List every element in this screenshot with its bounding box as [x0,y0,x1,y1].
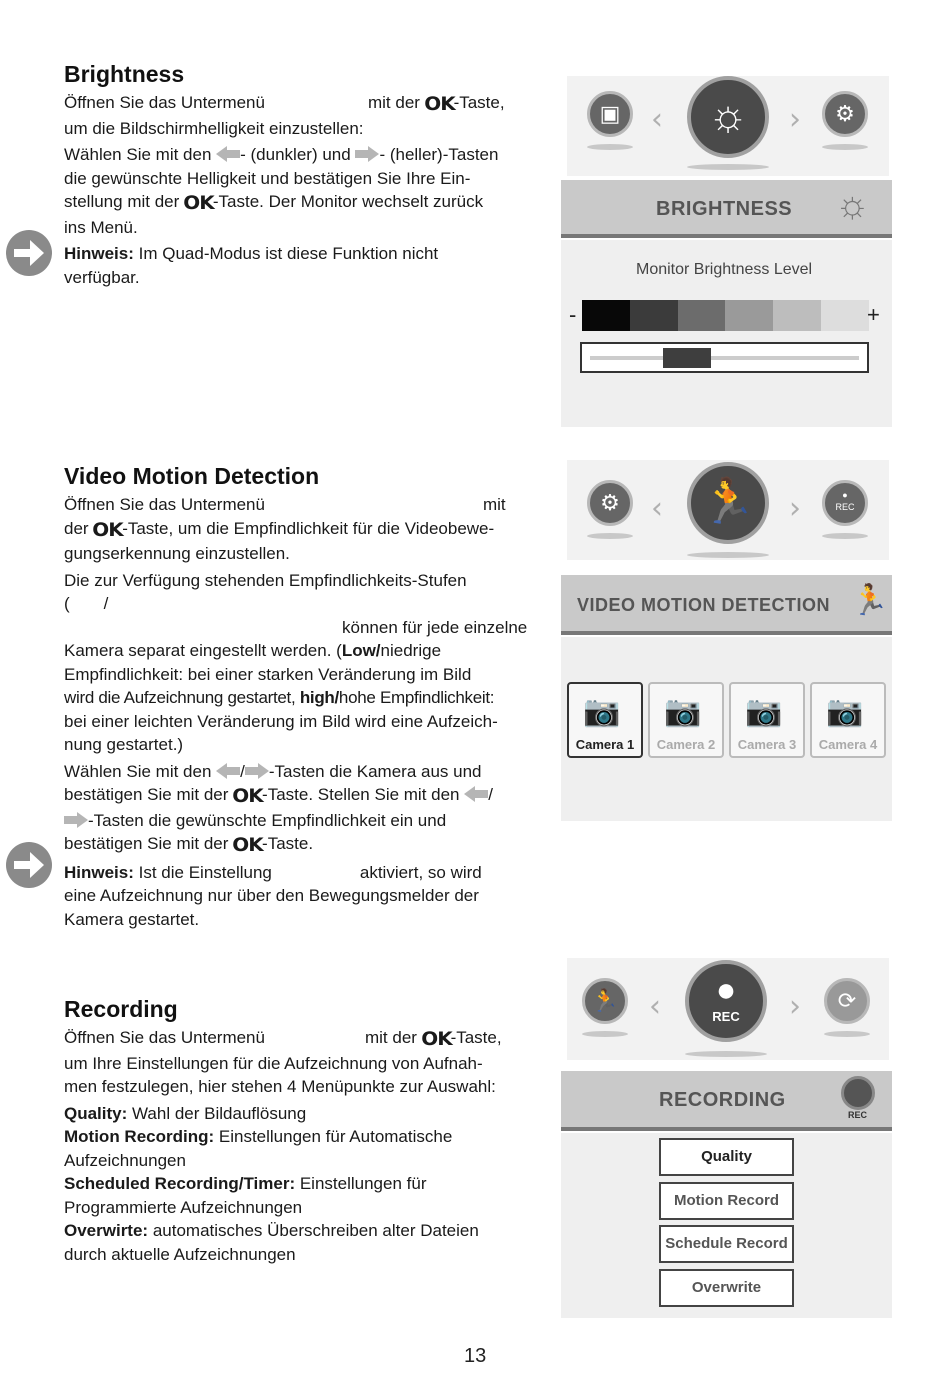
recording-title-bar: RECORDING REC [561,1071,892,1131]
brightness-panel [561,240,892,427]
vmd-heading: Video Motion Detection [64,463,320,489]
cycle-icon: ⟳ [824,978,870,1024]
menu-schedule-record[interactable]: Schedule Record [659,1225,794,1263]
ok-key-icon: OK [232,834,263,856]
left-key-icon [216,761,240,780]
brightness-level-label: Monitor Brightness Level [636,261,813,278]
left-key-icon [216,144,240,163]
minus-label: - [569,302,577,327]
camera-2-tile[interactable]: 📷 Camera 2 [648,682,724,758]
camera-4-tile[interactable]: 📷 Camera 4 [810,682,886,758]
right-key-icon [355,144,379,163]
right-key-icon [64,810,88,829]
chevron-right-icon: › [789,102,801,137]
ok-key-icon: OK [420,1028,452,1050]
motion-runner-icon: 🏃 [851,584,889,617]
plus-label: + [867,302,880,327]
chevron-left-icon: ‹ [651,102,663,137]
page-number: 13 [464,1345,487,1367]
vmd-carousel [567,460,889,560]
ok-key-icon: OK [92,518,123,541]
camera-icon: 📷 [664,695,702,728]
sun-icon: ☼ [835,184,870,226]
vmd-body: Öffnen Sie das Untermenü mit der OK-Taste, um die Empfindlichkeit für die Videobewe- gungserkennung einzustellen. Die zur Verfügung stehenden Empfindlichkeits-Stufen ( / können für jede einzelne Kamera separat eingestellt werden. (Low/niedrige Empfindlichkeit: bei einer starken Veränderung im Bild wird die Aufzeichnung gestartet, high/hohe Empfindlichkeit: bei einer leichten Veränderung im Bild wird eine Aufzeich- nung gestartet.) Wählen Sie mit den / -Tasten die Kamera aus und bestätigen Sie mit der OK-Taste. Stellen Sie mit den / -Tasten die gewünschte Empfindlichkeit ein und bestätigen Sie mit der OK-Taste. Hinweis: Ist die Einstellung aktiviert, so wird eine Aufzeichnung nur über den Bewegungsmelder der Kamera gestartet. [64,495,528,929]
recording-carousel [567,958,889,1060]
ok-key-icon: OK [232,785,263,807]
camera-3-tile[interactable]: 📷 Camera 3 [729,682,805,758]
left-key-icon [464,784,488,803]
chevron-right-icon: › [789,989,801,1024]
record-icon [841,1076,875,1110]
record-icon: ● REC [685,960,767,1042]
brightness-body: Öffnen Sie das Untermenü mit der OK-Taste, um die Bildschirmhelligkeit einzustellen: Wählen Sie mit den - (dunkler) und - (heller)-Tasten die gewünschte Helligkeit und bestätigen Sie Ihre Ein- stellung mit der OK-Taste. Der Monitor wechselt zurück ins Menü. Hinweis: Im Quad-Modus ist diese Funktion nicht verfügbar. [64,93,505,287]
menu-quality[interactable]: Quality [659,1138,794,1176]
ok-key-icon: OK [183,192,214,214]
brightness-title-bar: BRIGHTNESS ☼ [561,180,892,238]
camera-icon: 📷 [745,695,783,728]
brightness-carousel [567,76,889,176]
note-arrow-icon [6,230,52,276]
camera-1-tile[interactable]: 📷 Camera 1 [567,682,643,758]
menu-motion-record[interactable]: Motion Record [659,1182,794,1220]
chevron-right-icon: › [789,491,801,526]
camera-icon: 📷 [583,695,621,728]
gray-scale-strip [582,300,869,331]
monitor-settings-icon: ⚙ [822,91,868,137]
right-key-icon [245,761,269,780]
recording-heading: Recording [64,996,178,1022]
monitor-settings-icon: ⚙ [587,480,633,526]
note-arrow-icon [6,842,52,888]
brightness-heading: Brightness [64,61,185,87]
slider-thumb[interactable] [663,348,711,368]
chevron-left-icon: ‹ [649,989,661,1024]
camera-icon: ▣ [587,91,633,137]
record-icon: ● REC [822,480,868,526]
vmd-title-bar: VIDEO MOTION DETECTION 🏃 [561,575,892,635]
sun-icon: ☼ [687,76,769,158]
chevron-left-icon: ‹ [651,491,663,526]
ok-key-icon: OK [423,93,455,115]
menu-overwrite[interactable]: Overwrite [659,1269,794,1307]
motion-runner-icon: 🏃 [582,978,628,1024]
motion-runner-icon: 🏃 [687,462,769,544]
camera-icon: 📷 [826,695,864,728]
recording-body: Öffnen Sie das Untermenü mit der OK-Taste, um Ihre Einstellungen für die Aufzeichnung von Aufnah- men festzulegen, hier stehen 4 Menüpunkte zur Auswahl: Quality: Wahl der Bildauflösung Motion Recording: Einstellungen für Automatische Aufzeichnungen Scheduled Recording/Timer: Einstellungen für Programmierte Aufzeichnungen Overwirte: automatisches Überschreiben alter Dateien durch aktuelle Aufzeichnungen [64,1028,502,1264]
brightness-slider[interactable] [580,342,869,373]
